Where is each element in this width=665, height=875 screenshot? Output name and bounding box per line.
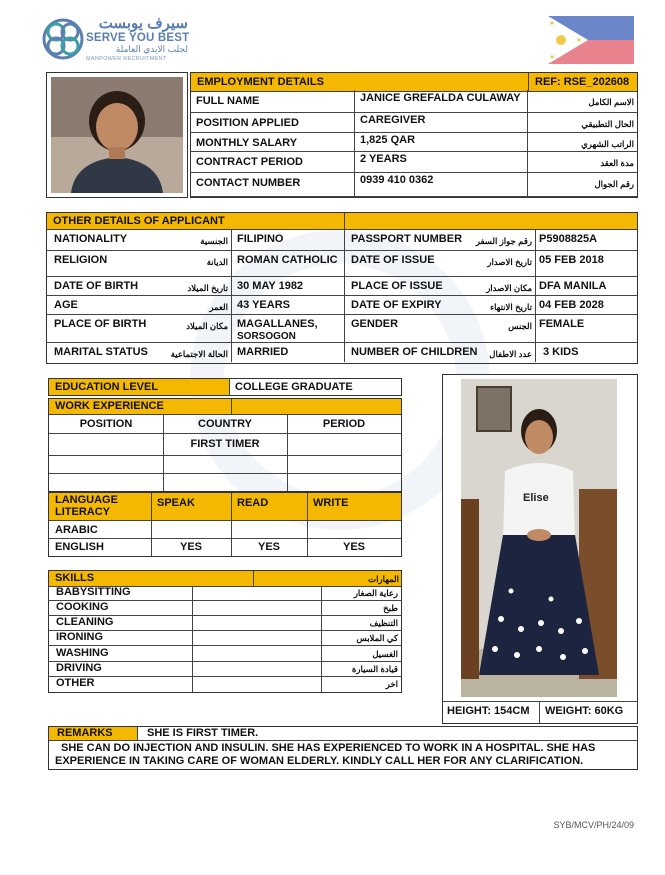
language-header-read: READ (237, 497, 269, 509)
row-divider (190, 151, 638, 152)
other-left-value: MARRIED (237, 346, 289, 358)
remarks-box (48, 726, 638, 770)
remarks-label: REMARKS (57, 727, 113, 739)
language-literacy-table (48, 492, 402, 557)
other-left-arabic: تاريخ الميلاد (187, 283, 228, 293)
row-divider (46, 295, 638, 296)
col-divider (527, 151, 528, 172)
col-divider (231, 342, 232, 362)
row-divider (190, 132, 638, 133)
other-right-arabic: تاريخ الاصدار (487, 257, 532, 267)
skill-name: DRIVING (56, 662, 102, 674)
other-left-value: 43 YEARS (237, 299, 290, 311)
skill-name: CLEANING (56, 616, 114, 628)
col-divider (527, 172, 528, 196)
row-divider (46, 250, 638, 251)
other-right-label: DATE OF ISSUE (351, 254, 435, 266)
other-right-value: FEMALE (539, 318, 585, 330)
other-right-value: 04 FEB 2028 (539, 299, 604, 311)
other-left-arabic: الجنسية (200, 236, 228, 246)
skill-name: COOKING (56, 601, 109, 613)
col-divider (231, 314, 232, 342)
other-left-label: PLACE OF BIRTH (54, 318, 147, 330)
skill-name: OTHER (56, 677, 95, 689)
skill-name: IRONING (56, 631, 104, 643)
logo-tagline: MANPOWER RECRUITMENT (86, 56, 167, 62)
company-logo (42, 16, 192, 66)
language-header-speak: SPEAK (157, 497, 195, 509)
work-row-country: FIRST TIMER (190, 438, 260, 450)
employment-label: POSITION APPLIED (196, 117, 299, 129)
col-divider (354, 172, 355, 196)
other-right-value: P5908825A (539, 233, 598, 245)
work-header-period: PERIOD (322, 418, 366, 430)
employment-label: CONTRACT PERIOD (196, 156, 303, 168)
col-divider (344, 342, 345, 362)
other-details-section-title: OTHER DETAILS OF APPLICANT (53, 215, 225, 227)
height-value: HEIGHT: 154CM (447, 705, 530, 717)
other-right-value: 3 KIDS (543, 346, 579, 358)
full-body-photo-frame (442, 374, 638, 724)
col-divider (535, 229, 536, 250)
language-english: ENGLISH (55, 541, 104, 553)
skill-arabic: طبخ (383, 603, 398, 613)
other-left-label: MARITAL STATUS (54, 346, 148, 358)
logo-knot-icon (42, 18, 84, 60)
language-header-write: WRITE (313, 497, 349, 509)
col-divider (354, 112, 355, 132)
other-left-label: NATIONALITY (54, 233, 128, 245)
employment-arabic: رقم الجوال (594, 179, 634, 189)
col-divider (527, 112, 528, 132)
svg-text:Elise: Elise (523, 492, 549, 504)
full-body-photo (461, 379, 617, 697)
document-code: SYB/MCV/PH/24/09 (553, 820, 634, 830)
education-label: EDUCATION LEVEL (55, 381, 159, 393)
english-write: YES (342, 541, 365, 553)
other-right-value: DFA MANILA (539, 280, 607, 292)
employment-value: JANICE GREFALDA CULAWAY (360, 92, 521, 104)
col-divider (535, 342, 536, 362)
col-divider (231, 295, 232, 314)
remarks-line-2: SHE CAN DO INJECTION AND INSULIN. SHE HAS EXPERIENCED TO WORK IN A HOSPITAL. SHE HAS (61, 742, 596, 754)
col-divider (344, 229, 345, 250)
col-divider (354, 132, 355, 151)
employment-arabic: الراتب الشهري (581, 139, 634, 149)
row-divider (190, 172, 638, 173)
skills-title: SKILLS (55, 572, 95, 584)
philippines-flag-icon (548, 16, 634, 64)
profile-photo-frame (46, 72, 188, 198)
language-title-line1: LANGUAGE (55, 494, 118, 506)
col-divider (344, 250, 345, 276)
other-right-label: DATE OF EXPIRY (351, 299, 442, 311)
other-left-label: RELIGION (54, 254, 108, 266)
other-left-arabic: العمر (209, 302, 228, 312)
row-divider (190, 196, 638, 197)
col-divider (344, 295, 345, 314)
col-divider (535, 276, 536, 295)
other-left-value: ROMAN CATHOLIC (237, 254, 338, 266)
other-right-label: NUMBER OF CHILDREN (351, 346, 478, 358)
employment-section-title: EMPLOYMENT DETAILS (197, 76, 324, 88)
other-right-arabic: الجنس (508, 321, 532, 331)
remarks-line-3: EXPERIENCE IN TAKING CARE OF WOMAN ELDERLY. KINDLY CALL HER FOR ANY CLARIFICATION. (55, 755, 584, 767)
work-experience-table (48, 398, 402, 492)
row-divider (48, 645, 402, 646)
other-left-value: FILIPINO (237, 233, 284, 245)
other-left-arabic: الحالة الاجتماعية (170, 349, 228, 359)
employment-value: 2 YEARS (360, 153, 407, 165)
profile-photo (51, 77, 183, 193)
col-divider (344, 314, 345, 342)
employment-value: 1,825 QAR (360, 134, 416, 146)
col-divider (344, 276, 345, 295)
other-right-arabic: عدد الاطفال (489, 349, 532, 359)
skill-arabic: رعاية الصغار (353, 588, 398, 598)
other-left-value: 30 MAY 1982 (237, 280, 304, 292)
col-divider (354, 151, 355, 172)
work-header-position: POSITION (79, 418, 133, 430)
employment-value: 0939 410 0362 (360, 174, 434, 186)
other-left-value: MAGALLANES, (237, 318, 318, 330)
skill-name: WASHING (56, 647, 109, 659)
english-speak: YES (179, 541, 202, 553)
employment-value: CAREGIVER (360, 114, 426, 126)
col-divider (231, 250, 232, 276)
col-divider (527, 90, 528, 112)
skill-arabic: اخر (385, 679, 398, 689)
logo-english: SERVE YOU BEST (86, 32, 190, 44)
language-arabic: ARABIC (55, 524, 98, 536)
other-left-label: AGE (54, 299, 78, 311)
other-left-value-2: SORSOGON (237, 331, 296, 342)
other-right-arabic: تاريخ الانتهاء (490, 302, 532, 312)
logo-sub-arabic: لجلب الايدي العاملة (115, 44, 188, 54)
work-header-country: COUNTRY (198, 418, 252, 430)
employment-label: MONTHLY SALARY (196, 137, 298, 149)
other-right-label: GENDER (351, 318, 399, 330)
col-divider (354, 90, 355, 112)
other-left-arabic: الديانة (206, 257, 228, 267)
employment-arabic: مدة العقد (600, 158, 634, 168)
skill-arabic: الغسيل (372, 649, 398, 659)
other-right-label: PASSPORT NUMBER (351, 233, 463, 245)
employment-arabic: الاسم الكامل (588, 97, 634, 107)
other-right-value: 05 FEB 2018 (539, 254, 604, 266)
language-title-line2: LITERACY (55, 506, 110, 518)
skills-title-arabic: المهارات (368, 574, 399, 584)
col-divider (527, 132, 528, 151)
logo-arabic: سيرف يوبست (98, 15, 188, 32)
col-divider (231, 229, 232, 250)
skill-arabic: قيادة السيارة (351, 664, 398, 674)
col-divider (535, 250, 536, 276)
employment-label: CONTACT NUMBER (196, 177, 301, 189)
other-right-arabic: رقم جواز السفر (475, 236, 532, 246)
other-right-arabic: مكان الاصدار (486, 283, 532, 293)
row-divider (46, 314, 638, 315)
other-left-label: DATE OF BIRTH (54, 280, 139, 292)
education-value: COLLEGE GRADUATE (235, 381, 353, 393)
col-divider (535, 295, 536, 314)
other-left-arabic: مكان الميلاد (186, 321, 228, 331)
language-title (55, 494, 118, 518)
reference-number: REF: RSE_202608 (535, 76, 630, 88)
col-divider (231, 276, 232, 295)
english-read: YES (257, 541, 280, 553)
work-experience-title: WORK EXPERIENCE (55, 400, 164, 412)
other-right-label: PLACE OF ISSUE (351, 280, 443, 292)
row-divider (46, 342, 638, 343)
row-divider (190, 112, 638, 113)
skill-name: BABYSITTING (56, 586, 131, 598)
row-divider (48, 676, 402, 677)
row-divider (46, 276, 638, 277)
employment-label: FULL NAME (196, 95, 260, 107)
employment-arabic: الحال التطبيقي (581, 119, 634, 129)
weight-value: WEIGHT: 60KG (545, 705, 624, 717)
education-row (48, 378, 402, 396)
skill-arabic: كي الملابس (356, 633, 398, 643)
skill-arabic: التنظيف (369, 618, 398, 628)
remarks-first-line: SHE IS FIRST TIMER. (147, 727, 259, 739)
col-divider (535, 314, 536, 342)
